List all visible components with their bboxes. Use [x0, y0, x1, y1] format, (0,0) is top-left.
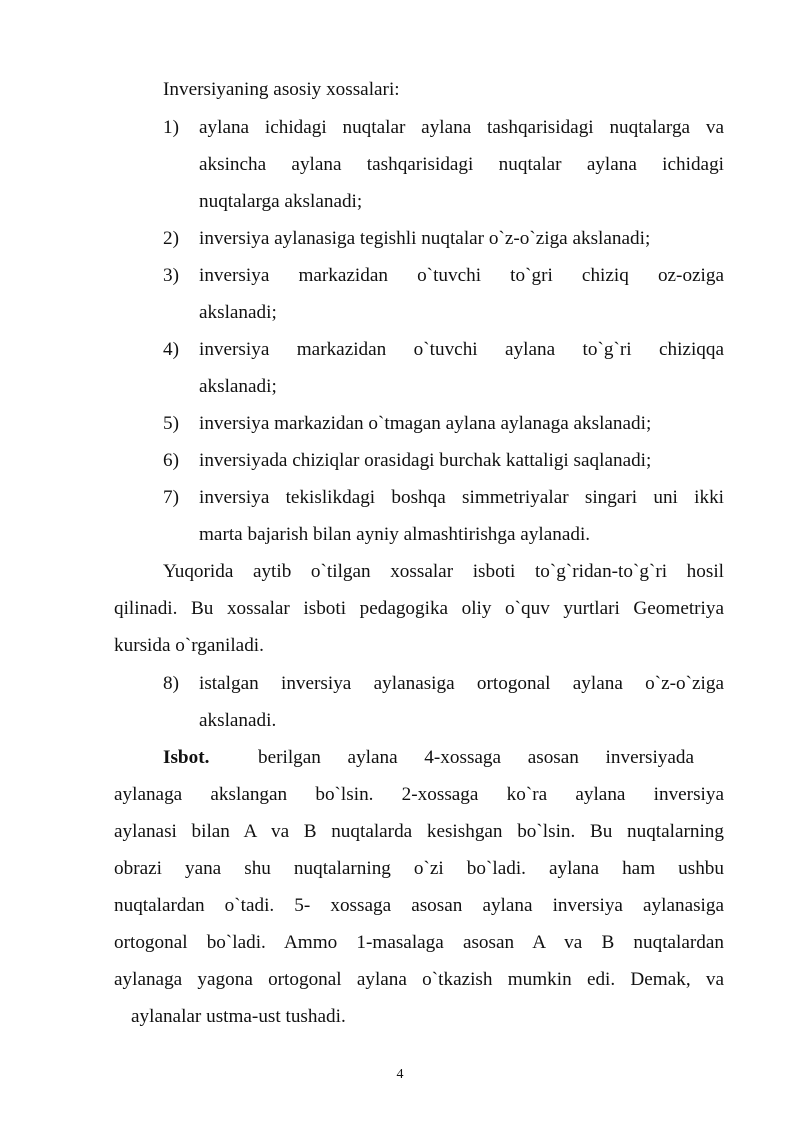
- page-number: 4: [396, 1067, 404, 1082]
- item-number: 8): [163, 673, 179, 694]
- proof-line: berilgan aylana 4-xossaga asosan inversiyada: [258, 747, 694, 768]
- paragraph-line: kursida o`rganiladi.: [114, 635, 264, 656]
- item-number: 5): [163, 413, 179, 434]
- proof-line: aylanasi bilan A va B nuqtalarda kesishgan bo`lsin. Bu nuqtalarning: [114, 821, 724, 842]
- paragraph-line: Yuqorida aytib o`tilgan xossalar isboti to`g`ridan-to`g`ri hosil: [163, 561, 724, 582]
- proof-line: obrazi yana shu nuqtalarning o`zi bo`ladi. aylana ham ushbu: [114, 858, 724, 879]
- item-line: inversiyada chiziqlar orasidagi burchak kattaligi saqlanadi;: [199, 450, 652, 471]
- paragraph-line: qilinadi. Bu xossalar isboti pedagogika oliy o`quv yurtlari Geometriya: [114, 598, 724, 619]
- item-line: inversiya markazidan o`tmagan aylana aylanaga akslanadi;: [199, 413, 652, 434]
- item-line: akslanadi;: [199, 302, 277, 323]
- item-number: 6): [163, 450, 179, 471]
- item-number: 7): [163, 487, 179, 508]
- proof-line: ortogonal bo`ladi. Ammo 1-masalaga asosan A va B nuqtalardan: [114, 932, 724, 953]
- item-line: inversiya aylanasiga tegishli nuqtalar o`z-o`ziga akslanadi;: [199, 228, 651, 249]
- proof-line: aylanalar ustma-ust tushadi.: [131, 1006, 346, 1027]
- item-line: akslanadi;: [199, 376, 277, 397]
- heading: Inversiyaning asosiy xossalari:: [163, 79, 400, 100]
- item-line: marta bajarish bilan ayniy almashtirishga aylanadi.: [199, 524, 591, 545]
- item-line: aylana ichidagi nuqtalar aylana tashqarisidagi nuqtalarga va: [199, 117, 724, 138]
- item-line: inversiya tekislikdagi boshqa simmetriyalar singari uni ikki: [199, 487, 724, 508]
- proof-label: Isbot.: [163, 747, 210, 768]
- item-number: 3): [163, 265, 179, 286]
- item-line: aksincha aylana tashqarisidagi nuqtalar aylana ichidagi: [199, 154, 724, 175]
- item-line: inversiya markazidan o`tuvchi to`gri chiziq oz-oziga: [199, 265, 724, 286]
- item-number: 1): [163, 117, 179, 138]
- item-line: akslanadi.: [199, 710, 277, 731]
- item-line: inversiya markazidan o`tuvchi aylana to`g`ri chiziqqa: [199, 339, 724, 360]
- proof-line: nuqtalardan o`tadi. 5- xossaga asosan aylana inversiya aylanasiga: [114, 895, 724, 916]
- item-number: 2): [163, 228, 179, 249]
- item-line: istalgan inversiya aylanasiga ortogonal aylana o`z-o`ziga: [199, 673, 724, 694]
- proof-line: aylanaga akslangan bo`lsin. 2-xossaga ko`ra aylana inversiya: [114, 784, 724, 805]
- item-line: nuqtalarga akslanadi;: [199, 191, 363, 212]
- proof-line: aylanaga yagona ortogonal aylana o`tkazish mumkin edi. Demak, va: [114, 969, 724, 990]
- item-number: 4): [163, 339, 179, 360]
